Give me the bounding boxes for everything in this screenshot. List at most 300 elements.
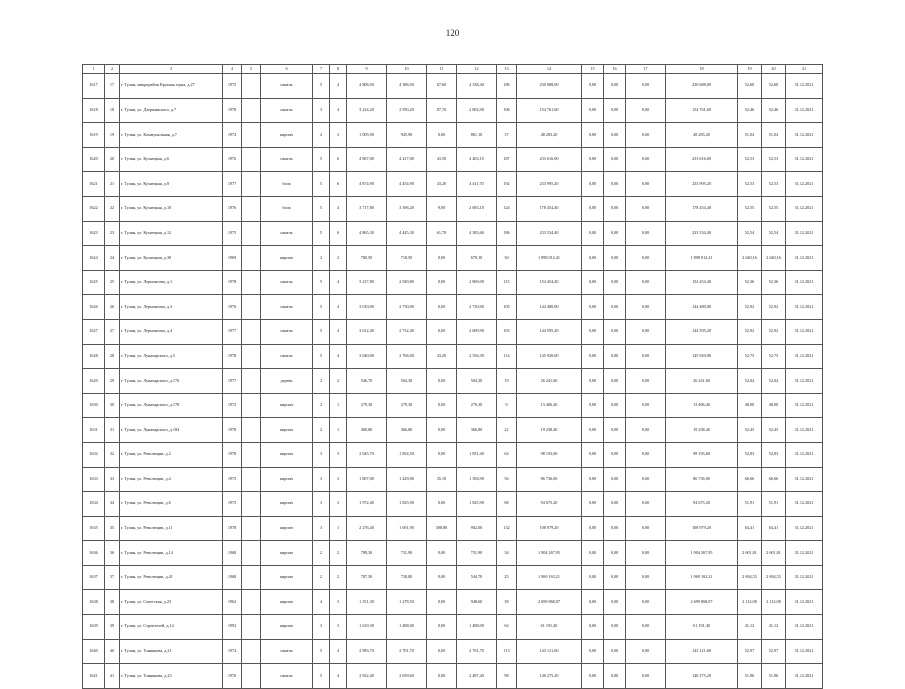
cell-living-area: 1 691,90 (387, 516, 427, 541)
cell-cost-a: 0,00 (582, 98, 604, 123)
cell-year-built: 1978 (223, 98, 242, 123)
cell-unit-cost: 52,54 (738, 221, 762, 246)
cell-cost-final: 1 898 012,41 (666, 246, 738, 271)
cell-nonliving-area: 35,10 (427, 467, 457, 492)
cell-unit-cost-max: 41,12 (762, 615, 786, 640)
cell-unit-cost-max: 48,00 (762, 393, 786, 418)
cell-cost-c: 0,00 (626, 442, 666, 467)
cell-resident-area: 679,10 (457, 246, 497, 271)
cell-nonliving-area: 61,70 (427, 221, 457, 246)
cell-unit-cost: 52,83 (738, 442, 762, 467)
cell-cost-total: 233 534,40 (517, 221, 582, 246)
cell-total-area: 1 351,30 (347, 590, 387, 615)
column-number-20: 20 (762, 65, 786, 74)
cell-nonliving-area: 9,00 (427, 196, 457, 221)
table-row (83, 516, 823, 541)
cell-cost-a: 0,00 (582, 664, 604, 689)
cell-entrances: 2 (330, 369, 347, 394)
cell-col-5 (242, 541, 261, 566)
cell-row-index: 1633 (83, 467, 105, 492)
cell-nonliving-area: 87,70 (427, 98, 457, 123)
cell-floors: 4 (313, 590, 330, 615)
cell-col-5 (242, 74, 261, 99)
cell-wall-material: кирпич (261, 590, 313, 615)
cell-local-number: 18 (105, 98, 120, 123)
cell-cost-final: 94 675,20 (666, 492, 738, 517)
cell-row-index: 1623 (83, 221, 105, 246)
cell-wall-material: панель (261, 319, 313, 344)
cell-cost-total: 19 238,40 (517, 418, 582, 443)
cell-unit-cost: 2 694,53 (738, 565, 762, 590)
cell-residents: 124 (497, 196, 517, 221)
cell-cost-final: 108 979,20 (666, 516, 738, 541)
cell-wall-material: кирпич (261, 541, 313, 566)
cell-cost-b: 0,00 (604, 442, 626, 467)
cell-cost-final: 1 904 267,95 (666, 541, 738, 566)
cell-cost-total: 1 898 012,41 (517, 246, 582, 271)
cell-cost-c: 0,00 (626, 369, 666, 394)
cell-unit-cost-max: 52,54 (762, 221, 786, 246)
column-number-8: 8 (330, 65, 347, 74)
cell-cost-total: 48 283,20 (517, 123, 582, 148)
cell-total-area: 279,30 (347, 393, 387, 418)
cell-unit-cost: 64,41 (738, 516, 762, 541)
cell-nonliving-area: 0,00 (427, 123, 457, 148)
cell-residents: 192 (497, 172, 517, 197)
cell-row-index: 1619 (83, 123, 105, 148)
cell-entrances: 3 (330, 442, 347, 467)
cell-cost-final: 2 699 868,07 (666, 590, 738, 615)
table-row (83, 467, 823, 492)
cell-cost-b: 0,00 (604, 74, 626, 99)
cell-cost-a: 0,00 (582, 295, 604, 320)
cell-address: г. Тулин, ул. Лермонтова, д.3 (120, 295, 223, 320)
cell-deadline: 31.12.2021 (786, 590, 823, 615)
cell-local-number: 27 (105, 319, 120, 344)
cell-cost-a: 0,00 (582, 172, 604, 197)
cell-unit-cost-max: 52,60 (762, 74, 786, 99)
cell-cost-a: 0,00 (582, 319, 604, 344)
cell-living-area: 718,50 (387, 246, 427, 271)
cell-residents: 106 (497, 98, 517, 123)
cell-deadline: 31.12.2021 (786, 344, 823, 369)
cell-cost-total: 140 275,20 (517, 664, 582, 689)
cell-wall-material: блок (261, 172, 313, 197)
cell-entrances: 4 (330, 270, 347, 295)
cell-cost-total: 233 616,00 (517, 147, 582, 172)
cell-living-area: 2 730,00 (387, 295, 427, 320)
cell-cost-total: 233 995,20 (517, 172, 582, 197)
cell-residents: 19 (497, 369, 517, 394)
cell-resident-area: 2 802,90 (457, 98, 497, 123)
cell-unit-cost: 48,00 (738, 393, 762, 418)
cell-cost-b: 0,00 (604, 639, 626, 664)
cell-address: г. Тулин, ул. Тонникова, д.21 (120, 639, 223, 664)
cell-cost-c: 0,00 (626, 246, 666, 271)
cell-cost-b: 0,00 (604, 516, 626, 541)
cell-cost-a: 0,00 (582, 393, 604, 418)
cell-col-5 (242, 221, 261, 246)
cell-year-built: 1969 (223, 246, 242, 271)
cell-cost-c: 0,00 (626, 221, 666, 246)
cell-wall-material: панель (261, 344, 313, 369)
cell-deadline: 31.12.2021 (786, 147, 823, 172)
cell-cost-b: 0,00 (604, 467, 626, 492)
cell-nonliving-area: 0,00 (427, 541, 457, 566)
cell-local-number: 34 (105, 492, 120, 517)
cell-living-area: 945,90 (387, 123, 427, 148)
cell-unit-cost-max: 52,46 (762, 98, 786, 123)
cell-cost-c: 0,00 (626, 196, 666, 221)
cell-cost-total: 86 736,00 (517, 467, 582, 492)
cell-living-area: 4 417,00 (387, 147, 427, 172)
cell-entrances: 4 (330, 74, 347, 99)
cell-resident-area: 4 411,70 (457, 172, 497, 197)
cell-address: г. Тулин, ул. Революции, д.14 (120, 541, 223, 566)
cell-living-area: 1 825,90 (387, 492, 427, 517)
cell-year-built: 1975 (223, 221, 242, 246)
cell-nonliving-area: 0,00 (427, 590, 457, 615)
cell-residents: 64 (497, 442, 517, 467)
cell-cost-final: 13 406,40 (666, 393, 738, 418)
cell-living-area: 2 766,00 (387, 344, 427, 369)
cell-row-index: 1640 (83, 639, 105, 664)
table-row (83, 639, 823, 664)
cell-resident-area: 2 869,00 (457, 270, 497, 295)
cell-deadline: 31.12.2021 (786, 221, 823, 246)
cell-row-index: 1628 (83, 344, 105, 369)
cell-cost-total: 108 979,20 (517, 516, 582, 541)
cell-nonliving-area: 43,50 (427, 147, 457, 172)
cell-floors: 3 (313, 492, 330, 517)
cell-col-5 (242, 664, 261, 689)
cell-address: г. Тулин, ул. Лермонтова, д.1 (120, 270, 223, 295)
cell-floors: 2 (313, 123, 330, 148)
cell-cost-c: 0,00 (626, 565, 666, 590)
table-row (83, 246, 823, 271)
cell-entrances: 6 (330, 221, 347, 246)
cell-cost-final: 61 191,40 (666, 615, 738, 640)
cell-unit-cost: 52,36 (738, 270, 762, 295)
cell-cost-b: 0,00 (604, 565, 626, 590)
cell-address: г. Тулин, ул. Коммунальная, д.7 (120, 123, 223, 148)
cell-resident-area: 504,30 (457, 369, 497, 394)
cell-resident-area: 948,60 (457, 590, 497, 615)
cell-cost-c: 0,00 (626, 664, 666, 689)
table-row (83, 74, 823, 99)
cell-wall-material: кирпич (261, 123, 313, 148)
cell-cost-total: 1 904 267,95 (517, 541, 582, 566)
cell-nonliving-area: 0,00 (427, 442, 457, 467)
column-number-16: 16 (604, 65, 626, 74)
cell-row-index: 1634 (83, 492, 105, 517)
cell-residents: 22 (497, 418, 517, 443)
cell-local-number: 37 (105, 565, 120, 590)
cell-floors: 3 (313, 467, 330, 492)
cell-cost-a: 0,00 (582, 590, 604, 615)
cell-cost-c: 0,00 (626, 295, 666, 320)
cell-wall-material: кирпич (261, 442, 313, 467)
cell-year-built: 1968 (223, 541, 242, 566)
cell-row-index: 1626 (83, 295, 105, 320)
cell-deadline: 31.12.2021 (786, 393, 823, 418)
cell-resident-area: 861,10 (457, 123, 497, 148)
cell-cost-total: 61 191,40 (517, 615, 582, 640)
cell-row-index: 1627 (83, 319, 105, 344)
cell-cost-c: 0,00 (626, 541, 666, 566)
cell-year-built: 1968 (223, 565, 242, 590)
cell-wall-material: кирпич (261, 246, 313, 271)
cell-total-area: 2 922,40 (347, 664, 387, 689)
cell-year-built: 1975 (223, 467, 242, 492)
cell-total-area: 3 224,20 (347, 98, 387, 123)
cell-row-index: 1621 (83, 172, 105, 197)
column-number-12: 12 (457, 65, 497, 74)
cell-cost-final: 178 454,40 (666, 196, 738, 221)
table-row (83, 221, 823, 246)
cell-nonliving-area: 0,00 (427, 270, 457, 295)
cell-wall-material: кирпич (261, 565, 313, 590)
cell-cost-total: 26 241,60 (517, 369, 582, 394)
cell-col-5 (242, 418, 261, 443)
cell-total-area: 3 217,80 (347, 270, 387, 295)
cell-residents: 114 (497, 344, 517, 369)
cell-cost-a: 0,00 (582, 221, 604, 246)
cell-local-number: 30 (105, 393, 120, 418)
cell-entrances: 1 (330, 418, 347, 443)
cell-cost-b: 0,00 (604, 541, 626, 566)
table-row (83, 615, 823, 640)
cell-residents: 103 (497, 319, 517, 344)
cell-nonliving-area: 0,00 (427, 565, 457, 590)
cell-residents: 68 (497, 492, 517, 517)
cell-entrances: 3 (330, 123, 347, 148)
cell-year-built: 1976 (223, 196, 242, 221)
cell-address: г. Тулин, ул. Революции, д.4 (120, 467, 223, 492)
cell-cost-final: 230 688,00 (666, 74, 738, 99)
column-number-4: 4 (223, 65, 242, 74)
cell-living-area: 2 950,20 (387, 98, 427, 123)
cell-living-area: 2 732,40 (387, 319, 427, 344)
cell-address: г. Тулин, ул. Революции, д.6 (120, 492, 223, 517)
cell-entrances: 3 (330, 492, 347, 517)
cell-year-built: 1978 (223, 270, 242, 295)
cell-cost-b: 0,00 (604, 221, 626, 246)
cell-nonliving-area: 0,00 (427, 393, 457, 418)
cell-living-area: 4 386,00 (387, 74, 427, 99)
cell-cost-final: 1 969 163,21 (666, 565, 738, 590)
cell-year-built: 1976 (223, 664, 242, 689)
cell-cost-final: 233 995,20 (666, 172, 738, 197)
cell-year-built: 1962 (223, 590, 242, 615)
cell-entrances: 2 (330, 565, 347, 590)
cell-local-number: 23 (105, 221, 120, 246)
cell-wall-material: панель (261, 639, 313, 664)
cell-unit-cost-max: 52,92 (762, 295, 786, 320)
cell-resident-area: 731,90 (457, 541, 497, 566)
cell-total-area: 787,50 (347, 565, 387, 590)
cell-cost-a: 0,00 (582, 74, 604, 99)
cell-cost-c: 0,00 (626, 172, 666, 197)
cell-cost-b: 0,00 (604, 369, 626, 394)
cell-floors: 5 (313, 196, 330, 221)
cell-total-area: 1 972,40 (347, 492, 387, 517)
cell-residents: 113 (497, 639, 517, 664)
cell-col-5 (242, 196, 261, 221)
cell-unit-cost-max: 2 640,16 (762, 246, 786, 271)
cell-deadline: 31.12.2021 (786, 565, 823, 590)
cell-year-built: 1972 (223, 393, 242, 418)
column-number-13: 13 (497, 65, 517, 74)
cell-col-5 (242, 147, 261, 172)
cell-cost-a: 0,00 (582, 369, 604, 394)
cell-deadline: 31.12.2021 (786, 74, 823, 99)
cell-cost-b: 0,00 (604, 172, 626, 197)
cell-cost-total: 230 688,00 (517, 74, 582, 99)
cell-col-5 (242, 590, 261, 615)
cell-cost-total: 154 761,60 (517, 98, 582, 123)
table-row (83, 590, 823, 615)
cell-cost-b: 0,00 (604, 196, 626, 221)
cell-cost-final: 19 238,40 (666, 418, 738, 443)
header-row (83, 65, 823, 74)
cell-floors: 2 (313, 246, 330, 271)
cell-cost-b: 0,00 (604, 664, 626, 689)
cell-cost-final: 26 241,60 (666, 369, 738, 394)
cell-row-index: 1618 (83, 98, 105, 123)
cell-deadline: 31.12.2021 (786, 664, 823, 689)
cell-resident-area: 902,00 (457, 516, 497, 541)
cell-cost-c: 0,00 (626, 123, 666, 148)
table-row (83, 196, 823, 221)
cell-residents: 56 (497, 467, 517, 492)
cell-wall-material: панель (261, 147, 313, 172)
column-number-5: 5 (242, 65, 261, 74)
cell-living-area: 279,30 (387, 393, 427, 418)
cell-total-area: 2 045,70 (347, 442, 387, 467)
column-number-3: 3 (120, 65, 223, 74)
cell-floors: 2 (313, 393, 330, 418)
page-number: 120 (445, 28, 460, 38)
cell-unit-cost-max: 51,91 (762, 492, 786, 517)
cell-unit-cost: 52,46 (738, 98, 762, 123)
cell-unit-cost: 52,04 (738, 369, 762, 394)
cell-floors: 5 (313, 74, 330, 99)
cell-total-area: 1 807,00 (347, 467, 387, 492)
cell-year-built: 1978 (223, 516, 242, 541)
cell-total-area: 4 874,90 (347, 172, 387, 197)
cell-cost-b: 0,00 (604, 590, 626, 615)
table-row (83, 344, 823, 369)
cell-total-area: 2 983,70 (347, 639, 387, 664)
cell-cost-a: 0,00 (582, 418, 604, 443)
cell-unit-cost-max: 2 694,53 (762, 565, 786, 590)
column-number-10: 10 (387, 65, 427, 74)
cell-living-area: 730,80 (387, 565, 427, 590)
cell-floors: 3 (313, 98, 330, 123)
cell-address: г. Тулин, ул. Дзержинского, д.7 (120, 98, 223, 123)
cell-floors: 5 (313, 147, 330, 172)
cell-row-index: 1624 (83, 246, 105, 271)
cell-year-built: 1976 (223, 147, 242, 172)
cell-unit-cost: 52,75 (738, 344, 762, 369)
cell-nonliving-area: 308,80 (427, 516, 457, 541)
cell-residents: 9 (497, 393, 517, 418)
cell-cost-a: 0,00 (582, 565, 604, 590)
cell-col-5 (242, 639, 261, 664)
cell-address: г. Тулин, ул. Советская, д.23 (120, 590, 223, 615)
cell-cost-a: 0,00 (582, 639, 604, 664)
cell-address: г. Тулин, ул. Революции, д.11 (120, 516, 223, 541)
cell-floors: 5 (313, 319, 330, 344)
cell-unit-cost-max: 52,45 (762, 418, 786, 443)
cell-unit-cost: 52,92 (738, 295, 762, 320)
cell-address: г. Тулин, ул. Кузнецкая, д.10 (120, 196, 223, 221)
cell-col-5 (242, 442, 261, 467)
cell-year-built: 1977 (223, 319, 242, 344)
cell-residents: 37 (497, 123, 517, 148)
cell-residents: 98 (497, 664, 517, 689)
table-row (83, 541, 823, 566)
cell-unit-cost: 2 640,16 (738, 246, 762, 271)
cell-wall-material: панель (261, 74, 313, 99)
cell-deadline: 31.12.2021 (786, 123, 823, 148)
cell-year-built: 1974 (223, 123, 242, 148)
cell-deadline: 31.12.2021 (786, 369, 823, 394)
cell-deadline: 31.12.2021 (786, 639, 823, 664)
cell-cost-c: 0,00 (626, 319, 666, 344)
cell-entrances: 6 (330, 147, 347, 172)
cell-wall-material: панель (261, 664, 313, 689)
cell-col-5 (242, 369, 261, 394)
cell-local-number: 21 (105, 172, 120, 197)
table-row (83, 147, 823, 172)
cell-floors: 5 (313, 221, 330, 246)
cell-entrances: 4 (330, 295, 347, 320)
table-row (83, 492, 823, 517)
cell-cost-total: 2 699 868,07 (517, 590, 582, 615)
cell-cost-final: 233 534,40 (666, 221, 738, 246)
cell-entrances: 4 (330, 344, 347, 369)
cell-deadline: 31.12.2021 (786, 516, 823, 541)
cell-address: г. Тулин, ул. Строителей, д.14 (120, 615, 223, 640)
cell-col-5 (242, 393, 261, 418)
cell-row-index: 1636 (83, 541, 105, 566)
cell-row-index: 1620 (83, 147, 105, 172)
cell-deadline: 31.12.2021 (786, 270, 823, 295)
cell-address: г. Тулин, ул. Революции, д.2 (120, 442, 223, 467)
cell-nonliving-area: 0,00 (427, 246, 457, 271)
cell-row-index: 1622 (83, 196, 105, 221)
cell-cost-c: 0,00 (626, 639, 666, 664)
column-number-18: 18 (666, 65, 738, 74)
table-body (83, 74, 823, 689)
cell-cost-a: 0,00 (582, 123, 604, 148)
cell-total-area: 1 619,30 (347, 615, 387, 640)
cell-local-number: 29 (105, 369, 120, 394)
column-number-7: 7 (313, 65, 330, 74)
cell-row-index: 1641 (83, 664, 105, 689)
cell-floors: 5 (313, 344, 330, 369)
cell-living-area: 4 454,90 (387, 172, 427, 197)
cell-cost-b: 0,00 (604, 147, 626, 172)
cell-deadline: 31.12.2021 (786, 246, 823, 271)
cell-local-number: 19 (105, 123, 120, 148)
cell-cost-total: 144 595,20 (517, 319, 582, 344)
cell-col-5 (242, 516, 261, 541)
cell-wall-material: блок (261, 196, 313, 221)
cell-nonliving-area: 0,00 (427, 319, 457, 344)
